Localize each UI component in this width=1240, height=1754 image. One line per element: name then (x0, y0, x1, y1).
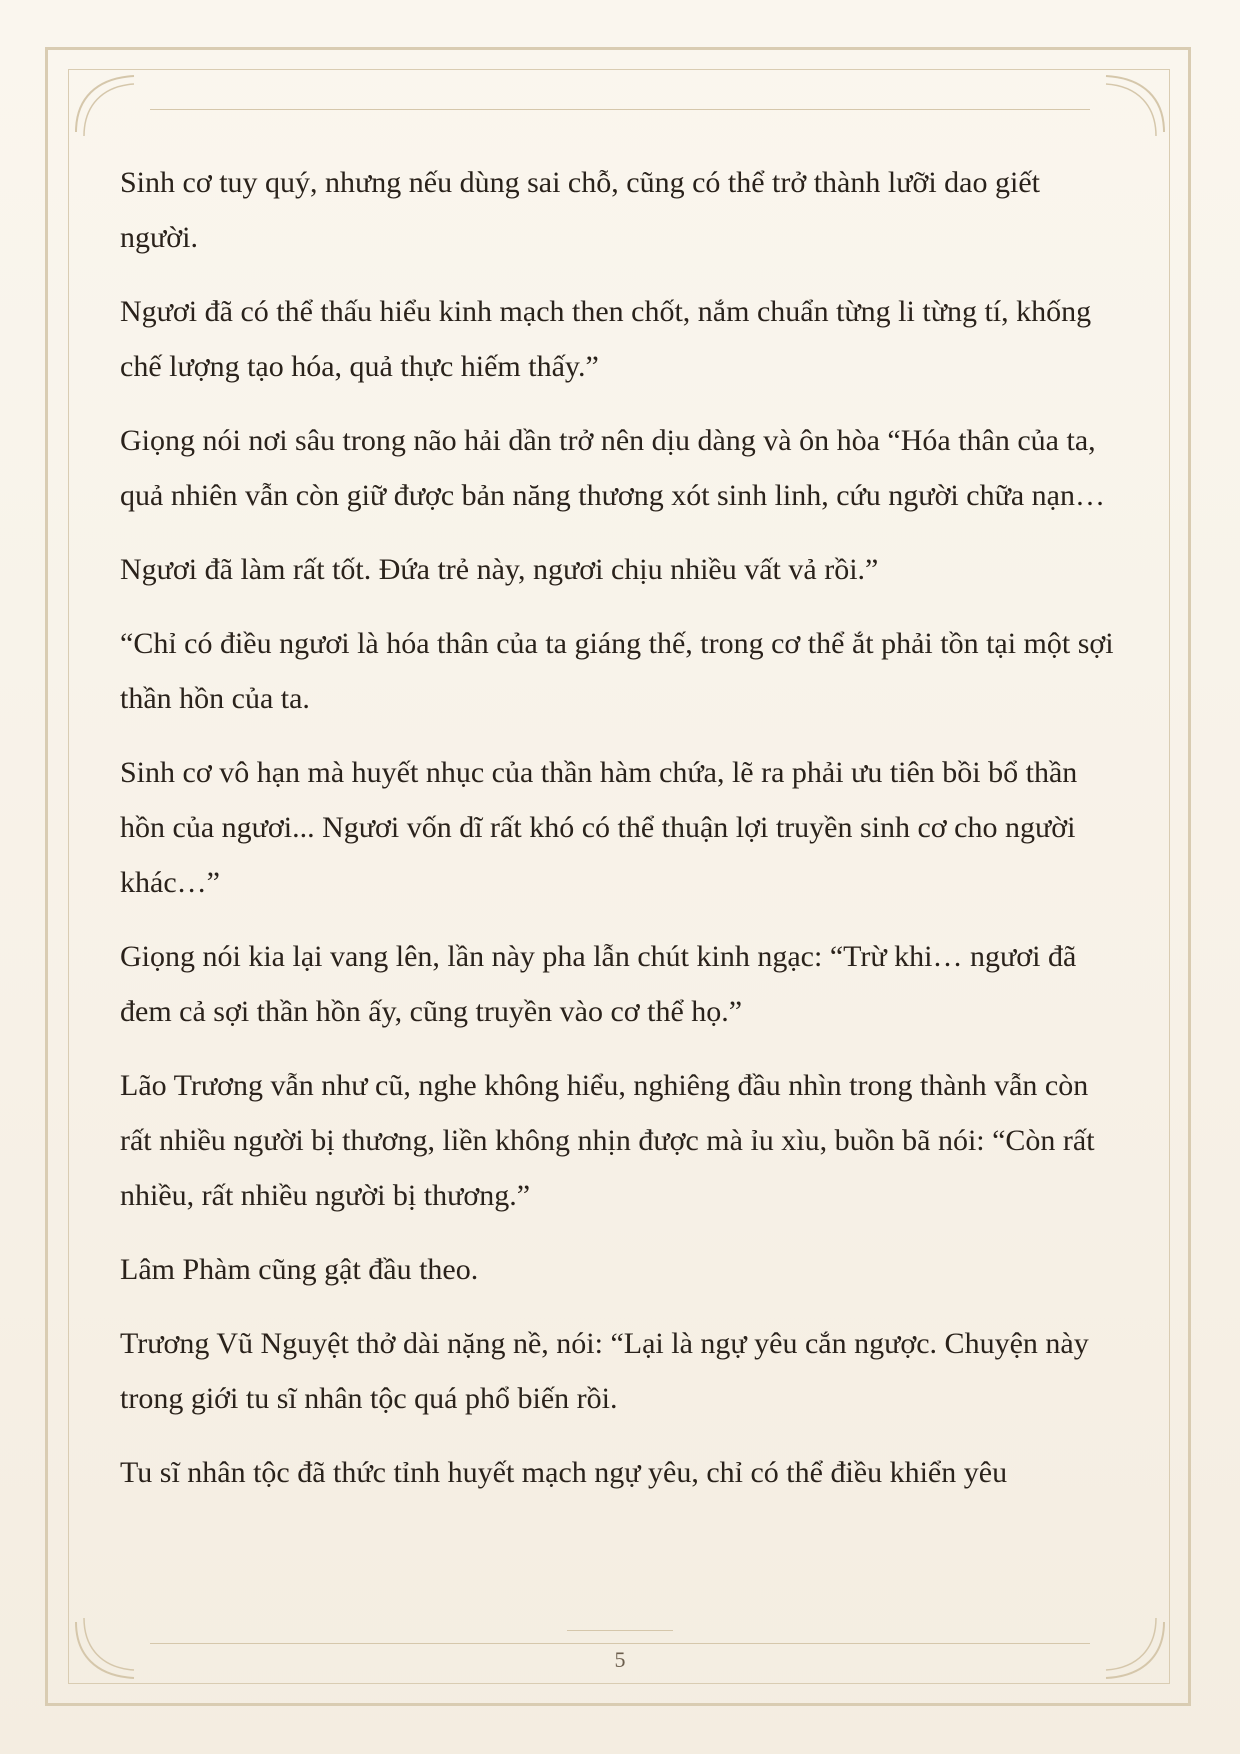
corner-ornament-bottom-left (74, 1600, 154, 1680)
paragraph: Lâm Phàm cũng gật đầu theo. (120, 1253, 479, 1286)
paragraph: Sinh cơ tuy quý, nhưng nếu dùng sai chỗ, cũng có thể trở thành lưỡi dao giết người. (120, 166, 1040, 254)
paragraph: Ngươi đã có thể thấu hiểu kinh mạch then chốt, nắm chuẩn từng li từng tí, khống chế lượng tạo hóa, quả thực hiếm thấy.” (120, 295, 1092, 383)
header-divider (150, 109, 1090, 110)
paragraph: Giọng nói nơi sâu trong não hải dần trở nên dịu dàng và ôn hòa “Hóa thân của ta, quả nhiên vẫn còn giữ được bản năng thương xót sinh linh, cứu người chữa nạn… (120, 424, 1105, 512)
paragraph: “Chỉ có điều ngươi là hóa thân của ta giáng thế, trong cơ thể ắt phải tồn tại một sợi thần hồn của ta. (120, 627, 1114, 715)
page-number-ornament (567, 1630, 673, 1631)
paragraph: Lão Trương vẫn như cũ, nghe không hiểu, nghiêng đầu nhìn trong thành vẫn còn rất nhiều người bị thương, liền không nhịn được mà ỉu xìu, buồn bã nói: “Còn rất nhiều, rất nhiều người bị thương.” (120, 1069, 1095, 1212)
corner-ornament-bottom-right (1086, 1600, 1166, 1680)
corner-ornament-top-right (1086, 74, 1166, 154)
paragraph: Tu sĩ nhân tộc đã thức tỉnh huyết mạch ngự yêu, chỉ có thể điều khiển yêu (120, 1456, 1008, 1489)
page-number: 5 (614, 1647, 626, 1672)
footer-divider (150, 1643, 1090, 1644)
corner-ornament-top-left (74, 74, 154, 154)
paragraph: Giọng nói kia lại vang lên, lần này pha lẫn chút kinh ngạc: “Trừ khi… ngươi đã đem cả sợi thần hồn ấy, cũng truyền vào cơ thể họ.” (120, 940, 1077, 1028)
paragraph: Trương Vũ Nguyệt thở dài nặng nề, nói: “Lại là ngự yêu cắn ngược. Chuyện này trong giới tu sĩ nhân tộc quá phổ biến rồi. (120, 1327, 1089, 1415)
page-body-text (120, 155, 1120, 1519)
paragraph: Sinh cơ vô hạn mà huyết nhục của thần hàm chứa, lẽ ra phải ưu tiên bồi bổ thần hồn của ngươi... Ngươi vốn dĩ rất khó có thể thuận lợi truyền sinh cơ cho người khác…” (120, 756, 1078, 899)
paragraph: Ngươi đã làm rất tốt. Đứa trẻ này, ngươi chịu nhiều vất vả rồi.” (120, 553, 879, 586)
